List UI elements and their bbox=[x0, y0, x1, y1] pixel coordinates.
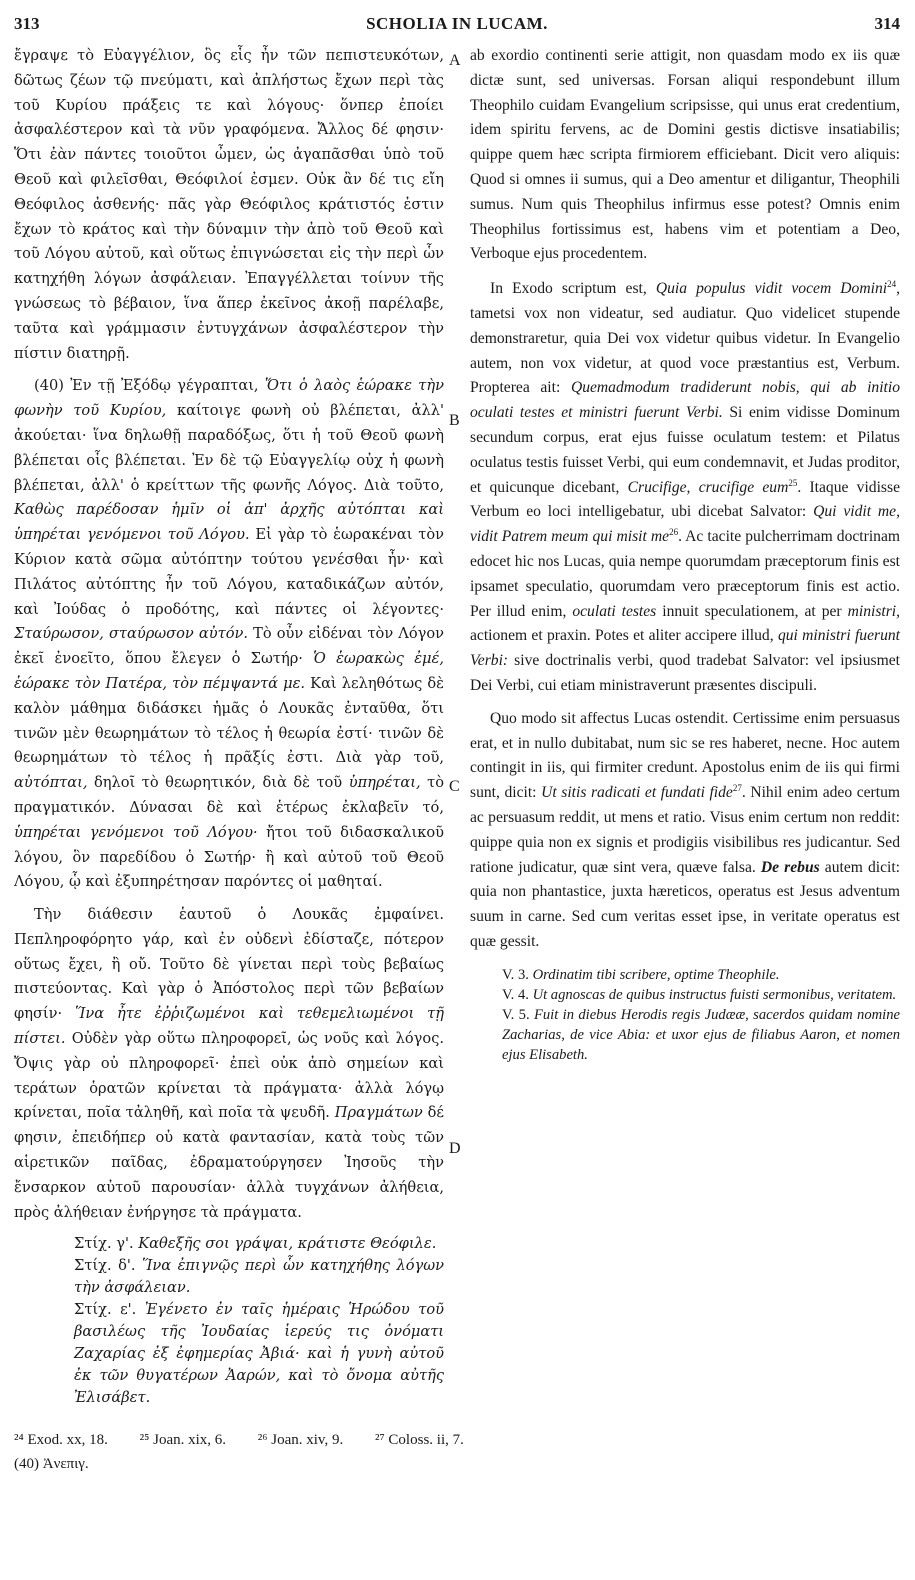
footnote-25: ²⁵ Joan. xix, 6. bbox=[139, 1432, 227, 1448]
latin-quote-luke: Quemadmodum tradiderunt nobis, qui ab initio oculati testes et ministri fuerunt Verbi. bbox=[470, 379, 900, 422]
greek-quote-exodus: Ὅτι ὁ λαὸς ἑώρακε τὴν φωνὴν τοῦ Κυρίου, bbox=[14, 377, 444, 420]
margin-marker-b: B bbox=[449, 412, 460, 429]
footnotes bbox=[14, 1428, 900, 1476]
page-number-right: 314 bbox=[874, 14, 900, 33]
running-title: SCHOLIA IN LUCAM. bbox=[366, 14, 548, 33]
footnote-24: ²⁴ Exod. xx, 18. bbox=[14, 1432, 108, 1448]
greek-column bbox=[14, 44, 444, 1409]
latin-paragraph-3: Quo modo sit affectus Lucas ostendit. Certissime enim persuasus erat, et in nullo dubitabat, num sic se res haberet, necne. Hoc autem contingit in iis, qui firmiter credunt. Apostolus enim de iis qui firmi sunt, dicit: Ut sitis radicati et fundati fide$^{27}$. Nihil enim adeo certum ac persuasum reddit, ut mens et ratio. Visus enim certum non reddit: quippe quia non ex signis et prodigiis visibilibus res judicantur. Sed ratione judicatur, quæ sint vera, quæve falsa. De rebus autem dicit: quia non phantastice, juxta hæreticos, operatus est Jesus adventum suum in carne. Sed cum veritas esset ipse, in veritate operatus est quæ gessit. bbox=[470, 709, 901, 950]
footnote-ref-24: 24 bbox=[887, 278, 897, 289]
latin-paragraph-2: In Exodo scriptum est, Quia populus vidit vocem Domini$^{24}$, tametsi vox non videatur, sed audiatur. Quo videlicet stupende demonstraretur, quia Dei vox videtur quibus videtur. In Evangelio autem, non vox videtur, at quod voce præstantius est, Verbum. Propterea ait: Quemadmodum tradiderunt nobis, qui ab initio oculati testes et ministri fuerunt Verbi. Si enim vidisse Dominum secundum corpus, erat ejus fuisse oculatum testem: et Pilatus oculatus testis fuisset Verbi, qui eum condemnavit, et Judas proditor, et quicunque dicebant, Crucifige, crucifige eum$^{25}$. Itaque vidisse Verbum eo loci intelligebatur, ubi dicebat Salvator: Qui vidit me, vidit Patrem meum qui misit $me^{26}$. Ac tacite pulcherrimam doctrinam edocet hic nos Lucas, quia nempe quorumdam præceptorum finis est ipsamet speculatio, quorumdam vero præceptorum finis est actio. Per illud enim, oculati testes innuit speculationem, at per ministri, actionem et praxin. Potes et aliter accipere illud, qui ministri fuerunt Verbi: sive doctrinalis verbi, quod tradebat Salvator: vel ipsiusmet Dei Verbi, cui etiam ministraverunt præsentes discipuli. bbox=[470, 278, 901, 694]
greek-verse-4: Στίχ. δ'. Ἵνα ἐπιγνῷς περὶ ὧν κατηχήθης λόγων τὴν ἀσφάλειαν. bbox=[74, 1257, 444, 1297]
margin-marker-a: A bbox=[449, 52, 461, 69]
greek-verses bbox=[14, 1233, 444, 1409]
page-number-left: 313 bbox=[14, 14, 40, 33]
latin-quote-colossians: Ut sitis radicati et fundati fide bbox=[541, 784, 733, 802]
page-header bbox=[14, 10, 900, 38]
latin-quote-crucify: Crucifige, crucifige eum bbox=[627, 478, 789, 496]
footnote-40: (40) Ἀνεπιγ. bbox=[14, 1456, 89, 1472]
greek-paragraph-1: ἔγραψε τὸ Εὐαγγέλιον, ὃς εἷς ἦν τῶν πεπιστευκότων, δῶτως ζέων τῷ πνεύματι, καὶ ἀπλήστως ἔχων περὶ τὰς τοῦ Κυρίου πράξεις τε καὶ λόγους· ὅνπερ ἐποίει ἀσφαλέστερον καὶ τὰ νῦν γραφόμενα. Ἄλλος δέ φησιν· Ὅτι ἐὰν πάντες τοιοῦτοι ὦμεν, ὡς ἀγαπᾶσθαι ὑπὸ τοῦ Θεοῦ καὶ φιλεῖσθαι, Θεόφιλοί ἐσμεν. Οὐκ ἂν δέ τις εἴη Θεόφιλος ἀσθενής· πᾶς γὰρ Θεόφιλος κράτιστός ἐστιν ἔχων τὸ κράτος καὶ τὴν δύναμιν τὴν ἀπὸ τοῦ Θεοῦ καὶ τοῦ Λόγου αὐτοῦ, καὶ οὕτως ἐπιγνώσεται εἰς τὴν περὶ ὧν κατηχήθη λόγων ἀσφάλειαν. Ἐπαγγέλλεται τοίνυν τῆς γνώσεως τὸ βέβαιον, ἵνα ἅπερ ἐκεῖνος ἀκοῇ παρέλαβε, ταῦτα καὶ γράμμασιν ἐντυγχάνων ἀσφαλέστερον τὴν πίστιν διατηρῇ. bbox=[14, 47, 444, 362]
latin-paragraph-1: ab exordio continenti serie attigit, non quasdam modo ex iis quæ dictæ sunt, sed universas. Forsan aliqui respondebunt illum Theophilo cuidam Evangelium scripsisse, qui unus erat credentium, idem spiritu fervens, ac de Domini gestis dictisve insatiabilis; quippe quem hæc scripta firmiorem efficiebant. Dicit vero aliquis: Quod si omnes ii sumus, qui a Deo amentur et diligantur, Theophili sumus. Num quis Theophilus infirmus esse potest? Omnis enim Theophilus fortissimus est, habens vim et potentiam a Deo, Verboque ejus procedentem. bbox=[470, 47, 900, 263]
greek-verse-3: Στίχ. γ'. Καθεξῆς σοι γράψαι, κράτιστε Θεόφιλε. bbox=[74, 1235, 437, 1253]
greek-paragraph-3: Τὴν διάθεσιν ἑαυτοῦ ὁ Λουκᾶς ἐμφαίνει. Πεπληροφόρητο γάρ, καὶ ἐν οὐδενὶ ἐδίσταζε, πότερον οὕτως ἔχει, ἢ οὔ. Τοῦτο δὲ γίνεται περὶ τοὺς βεβαίως πιστεύοντας. Καὶ γὰρ ὁ Ἀπόστολος περὶ τῶν βεβαίων φησίν· Ἵνα ἦτε ἐῤῥιζωμένοι καὶ τεθεμελιωμένοι τῇ πίστει. Οὐδὲν γὰρ οὕτω πληροφορεῖ, ὡς νοῦς καὶ λόγος. Ὄψις γὰρ οὐ πληροφορεῖ· ἐπεὶ οὐκ ἀπὸ σημείων καὶ τεράτων ὁρατῶν κρίνεται τὰ πράγματα· ἀλλὰ λόγῳ κρίνεται, ποῖα τἀληθῆ, καὶ ποῖα τὰ ψευδῆ. Πραγμάτων δέ φησιν, ἐπειδήπερ οὐ κατὰ φαντασίαν, κατὰ τοὺς τῶν αἱρετικῶν παῖδας, ἐδραματούργησεν Ἰησοῦς τὴν ἔνσαρκον αὐτοῦ παρουσίαν· ἀλλὰ τυγχάνων ἀλήθεια, πρὸς ἀλήθειαν ἐνήργησε τὰ πράγματα. bbox=[14, 906, 445, 1221]
footnote-references bbox=[14, 1428, 900, 1452]
latin-quote-exodus: Quia populus vidit vocem Domini bbox=[655, 280, 888, 298]
greek-verse-5: Στίχ. ε'. Ἐγένετο ἐν ταῖς ἡμέραις Ἡρώδου τοῦ βασιλέως τῆς Ἰουδαίας ἱερεύς τις ὀνόματι Ζαχαρίας ἐξ ἐφημερίας Ἀβιά· καὶ ἡ γυνὴ αὐτοῦ ἐκ τῶν θυγατέρων Ἀαρών, καὶ τὸ ὄνομα αὐτῆς Ἐλισάβετ. bbox=[74, 1301, 445, 1407]
latin-verses bbox=[470, 965, 900, 1065]
greek-quote-crucify: Σταύρωσον, σταύρωσον αὐτόν. bbox=[14, 625, 248, 643]
latin-verse-3: V. 3. Ordinatim tibi scribere, optime Theophile. bbox=[502, 966, 780, 983]
footnote-ref-27: 27 bbox=[732, 782, 742, 793]
footnote-ref-26: 26 bbox=[669, 526, 679, 537]
latin-column bbox=[470, 44, 900, 1065]
greek-quote-john: Ὁ ἑωρακὼς ἐμέ, ἑώρακε τὸν Πατέρα, τὸν πέμψαντά με. bbox=[14, 650, 444, 692]
greek-quote-luke: Καθὼς παρέδοσαν ἡμῖν οἱ ἀπ' ἀρχῆς αὐτόπται καὶ ὑπηρέται γενόμενοι τοῦ Λόγου. bbox=[14, 501, 444, 544]
footnote-27: ²⁷ Coloss. ii, 7. bbox=[374, 1432, 464, 1448]
greek-paragraph-2: (40) Ἐν τῇ Ἐξόδῳ γέγραπται, Ὅτι ὁ λαὸς ἑώρακε τὴν φωνὴν τοῦ Κυρίου, καίτοιγε φωνὴ οὐ βλέπεται, ἀλλ' ἀκούεται· ἵνα δηλωθῇ παραδόξως, ὅτι ἡ τοῦ Θεοῦ φωνὴ βλέπεται οἷς βλέπεται. Ἐν δὲ τῷ Εὐαγγελίῳ οὐχ ἡ φωνὴ βλέπεται, ἀλλ' ὁ κρείττων τῆς φωνῆς Λόγος. Διὰ τοῦτο, Καθὼς παρέδοσαν ἡμῖν οἱ ἀπ' ἀρχῆς αὐτόπται καὶ ὑπηρέται γενόμενοι τοῦ Λόγου. Εἰ γὰρ τὸ ἑωρακέναι τὸν Κύριον κατὰ σῶμα αὐτόπτην τούτου γενέσθαι ἦν· καὶ Πιλάτος αὐτόπτης ἦν τοῦ Λόγου, καταδικάζων αὐτόν, καὶ Ἰούδας ὁ προδότης, καὶ πάντες οἱ λέγοντες· Σταύρωσον, σταύρωσον αὐτόν. Τὸ οὖν εἰδέναι τὸν Λόγον ἐκεῖ ἐνοεῖτο, ὅπου ἔλεγεν ὁ Σωτήρ· Ὁ ἑωρακὼς ἐμέ, ἑώρακε τὸν Πατέρα, τὸν πέμψαντά με. Καὶ λεληθότως δὲ καλὸν μάθημα διδάσκει ἡμᾶς ὁ Λουκᾶς ἐνταῦθα, ὅτι τινῶν μὲν θεωρημάτων τὸ τέλος ἡ θεωρία ἐστί· τινῶν δὲ θεωρημάτων τὸ τέλος ἡ πρᾶξίς ἐστι. Διὰ γὰρ τοῦ, αὐτόπται, δηλοῖ τὸ θεωρητικόν, διὰ δὲ τοῦ ὑπηρέται, τὸ πραγματικόν. Δύνασαι δὲ καὶ ἑτέρως ἐκλαβεῖν τό, ὑπηρέται γενόμενοι τοῦ Λόγου· ἤτοι τοῦ διδασκαλικοῦ λόγου, ὃν παρεδίδου ὁ Σωτήρ· ἢ καὶ αὐτοῦ τοῦ Θεοῦ Λόγου, ᾧ καὶ ἐξυπηρέτησαν παρόντες οἱ μαθηταί. bbox=[14, 377, 445, 891]
footnote-26: ²⁶ Joan. xiv, 9. bbox=[257, 1432, 344, 1448]
margin-marker-c: C bbox=[449, 778, 460, 795]
greek-quote-colossians: Ἵνα ἦτε ἐῤῥιζωμένοι καὶ τεθεμελιωμένοι τῇ πίστει. bbox=[14, 1005, 444, 1048]
margin-marker-d: D bbox=[449, 1140, 461, 1157]
footnote-ref-25: 25 bbox=[788, 477, 798, 488]
greek-note-number: (40) bbox=[34, 377, 64, 395]
latin-verse-5: V. 5. Fuit in diebus Herodis regis Judææ, sacerdos quidam nomine Zacharias, de vice Abia: et uxor ejus de filiabus Aaron, et nomen ejus Elisabeth. bbox=[502, 1006, 900, 1063]
latin-verse-4: V. 4. Ut agnoscas de quibus instructus fuisti sermonibus, veritatem. bbox=[502, 986, 897, 1003]
latin-quote-john: Qui vidit me, vidit Patrem meum qui misit me bbox=[470, 503, 900, 546]
